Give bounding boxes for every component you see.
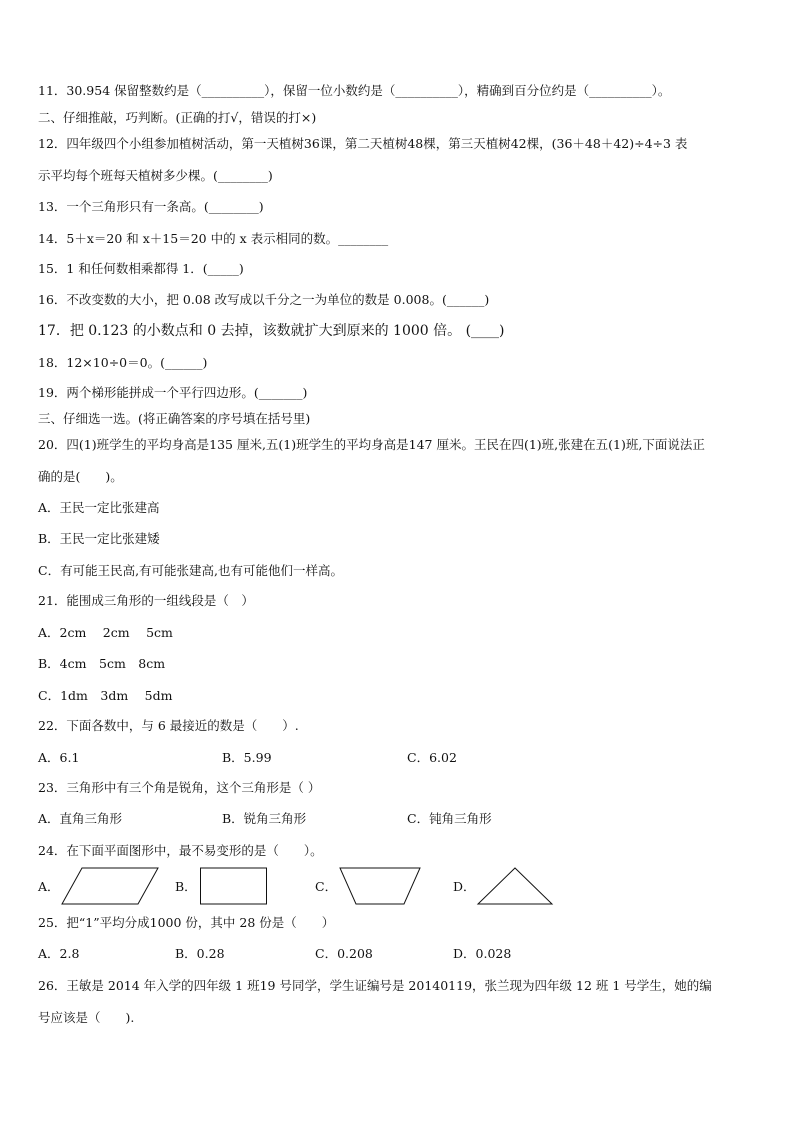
question-25-option-a: A．2.8: [38, 946, 80, 961]
question-22-option-a: A．6.1: [38, 750, 80, 765]
question-21-option-a: A．2cm 2cm 5cm: [38, 625, 173, 640]
question-20-option-b: B．王民一定比张建矮: [38, 531, 160, 546]
question-25-option-c: C．0.208: [315, 946, 373, 961]
question-23-option-b: B．锐角三角形: [222, 811, 307, 826]
question-13: 13．一个三角形只有一条高。(________): [38, 199, 264, 214]
parallelogram-shape: [60, 866, 160, 906]
question-21-option-b: B．4cm 5cm 8cm: [38, 656, 166, 671]
question-21: 21．能围成三角形的一组线段是（ ）: [38, 593, 254, 608]
question-12-line-2: 示平均每个班每天植树多少棵。(________): [38, 168, 273, 183]
question-22-option-b: B．5.99: [222, 750, 272, 765]
question-20-option-a: A．王民一定比张建高: [38, 500, 160, 515]
rectangle-shape: [199, 866, 269, 906]
question-24: 24．在下面平面图形中，最不易变形的是（ ）。: [38, 843, 323, 858]
question-20-line-2: 确的是( )。: [38, 469, 123, 484]
question-20-option-c: C．有可能王民高,有可能张建高,也有可能他们一样高。: [38, 563, 344, 578]
question-25: 25．把“1”平均分成1000 份，其中 28 份是（ ）: [38, 915, 335, 930]
question-23-option-a: A．直角三角形: [38, 811, 123, 826]
triangle-shape: [476, 866, 554, 906]
question-22: 22．下面各数中，与 6 最接近的数是（ ）.: [38, 718, 299, 733]
question-21-option-c: C．1dm 3dm 5dm: [38, 688, 173, 703]
question-25-option-b: B．0.28: [175, 946, 225, 961]
question-12-line-1: 12．四年级四个小组参加植树活动，第一天植树36课，第二天植树48棵，第三天植树42棵，(36＋48＋42)÷4÷3 表: [38, 136, 688, 151]
question-17: 17．把 0.123 的小数点和 0 去掉，该数就扩大到原来的 1000 倍。 (____): [38, 323, 505, 339]
question-14: 14．5＋x＝20 和 x＋15＝20 中的 x 表示相同的数。________: [38, 231, 389, 246]
question-26-line-1: 26．王敏是 2014 年入学的四年级 1 班19 号同学，学生证编号是 20140119，张兰现为四年级 12 班 1 号学生，她的编: [38, 978, 712, 993]
section-2-heading: 二、仔细推敲，巧判断。(正确的打√，错误的打×): [38, 110, 317, 125]
question-23-option-c: C．钝角三角形: [407, 811, 492, 826]
question-11: 11．30.954 保留整数约是（__________），保留一位小数约是（__________），精确到百分位约是（__________）。: [38, 83, 671, 98]
question-16: 16．不改变数的大小，把 0.08 改写成以千分之一为单位的数是 0.008。(______): [38, 292, 490, 307]
question-24-option-d-label: D．: [453, 879, 476, 894]
question-23: 23．三角形中有三个角是锐角，这个三角形是（ ）: [38, 780, 321, 795]
question-20-line-1: 20．四(1)班学生的平均身高是135 厘米,五(1)班学生的平均身高是147 厘米。王民在四(1)班,张建在五(1)班,下面说法正: [38, 437, 705, 452]
question-19: 19．两个梯形能拼成一个平行四边形。(_______): [38, 385, 308, 400]
question-25-option-d: D．0.028: [453, 946, 512, 961]
question-15: 15．1 和任何数相乘都得 1．(_____): [38, 261, 244, 276]
trapezoid-shape: [338, 866, 422, 906]
question-22-option-c: C．6.02: [407, 750, 457, 765]
question-24-option-b-label: B．: [175, 879, 197, 894]
question-26-line-2: 号应该是（ ).: [38, 1010, 135, 1025]
section-3-heading: 三、仔细选一选。(将正确答案的序号填在括号里): [38, 411, 311, 426]
question-24-option-a-label: A．: [38, 879, 60, 894]
question-18: 18．12×10÷0＝0。(______): [38, 355, 208, 370]
question-24-option-c-label: C．: [315, 879, 338, 894]
